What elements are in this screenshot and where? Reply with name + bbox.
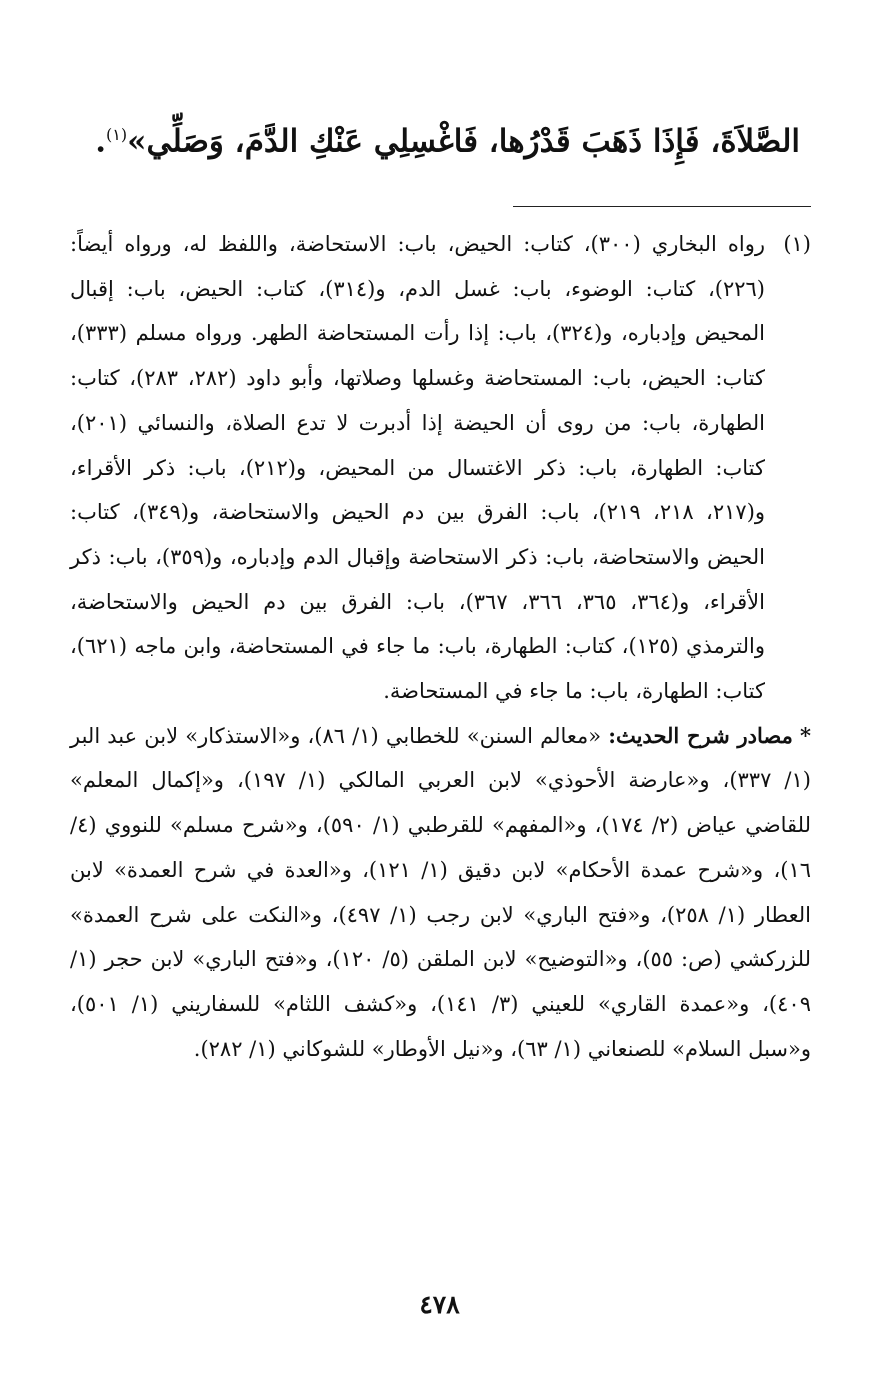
footnote-block (70, 222, 811, 1071)
footnote-number: (١) (783, 232, 811, 256)
sources-label: مصادر شرح الحديث: (608, 722, 793, 748)
footnote-separator (513, 206, 811, 207)
bullet-icon: * (799, 722, 811, 748)
hadith-text: الصَّلاَةَ، فَإِذَا ذَهَبَ قَدْرُها، فَاغْسِلِي عَنْكِ الدَّمَ، وَصَلِّي» (127, 123, 800, 160)
sources-paragraph (70, 714, 811, 1072)
page-number: ٤٧٨ (419, 1290, 460, 1319)
hadith-text-line (95, 108, 800, 168)
hadith-end-mark: . (95, 123, 107, 160)
footnote-entry (70, 222, 811, 714)
sources-text: «معالم السنن» للخطابي (١/ ٨٦)، و«الاستذكار» لابن عبد البر (١/ ٣٣٧)، و«عارضة الأحوذي» لابن العربي المالكي (١/ ١٩٧)، و«إكمال المعلم» للقاضي عياض (٢/ ١٧٤)، و«المفهم» للقرطبي (١/ ٥٩٠)، و«شرح مسلم» للنووي (٤/ ١٦)، و«شرح عمدة الأحكام» لابن دقيق (١/ ١٢١)، و«العدة في شرح العمدة» لابن العطار (١/ ٢٥٨)، و«فتح الباري» لابن رجب (١/ ٤٩٧)، و«النكت على شرح العمدة» للزركشي (ص: ٥٥)، و«التوضيح» لابن الملقن (٥/ ١٢٠)، و«فتح الباري» لابن حجر (١/ ٤٠٩)، و«عمدة القاري» للعيني (٣/ ١٤١)، و«كشف اللثام» للسفاريني (١/ ٥٠١)، و«سبل السلام» للصنعاني (١/ ٦٣)، و«نيل الأوطار» للشوكاني (١/ ٢٨٢). (70, 723, 812, 1061)
footnote-reference: (١) (106, 125, 128, 144)
footnote-text: رواه البخاري (٣٠٠)، كتاب: الحيض، باب: الاستحاضة، واللفظ له، ورواه أيضاً: (٢٢٦)، كتاب: الوضوء، باب: غسل الدم، و(٣١٤)، كتاب: الحيض، باب: إقبال المحيض وإدباره، و(٣٢٤)، باب: إذا رأت المستحاضة الطهر. ورواه مسلم (٣٣٣)، كتاب: الحيض، باب: المستحاضة وغسلها وصلاتها، وأبو داود (٢٨٢، ٢٨٣)، كتاب: الطهارة، باب: من روى أن الحيضة إذا أدبرت لا تدع الصلاة، والنسائي (٢٠١)، كتاب: الطهارة، باب: ذكر الاغتسال من المحيض، و(٢١٢)، باب: ذكر الأقراء، و(٢١٧، ٢١٨، ٢١٩)، باب: الفرق بين دم الحيض والاستحاضة، و(٣٤٩)، كتاب: الحيض والاستحاضة، باب: ذكر الاستحاضة وإقبال الدم وإدباره، و(٣٥٩)، باب: ذكر الأقراء، و(٣٦٤، ٣٦٥، ٣٦٦، ٣٦٧)، باب: الفرق بين دم الحيض والاستحاضة، والترمذي (١٢٥)، كتاب: الطهارة، باب: ما جاء في المستحاضة، وابن ماجه (٦٢١)، كتاب: الطهارة، باب: ما جاء في المستحاضة. (70, 232, 766, 704)
